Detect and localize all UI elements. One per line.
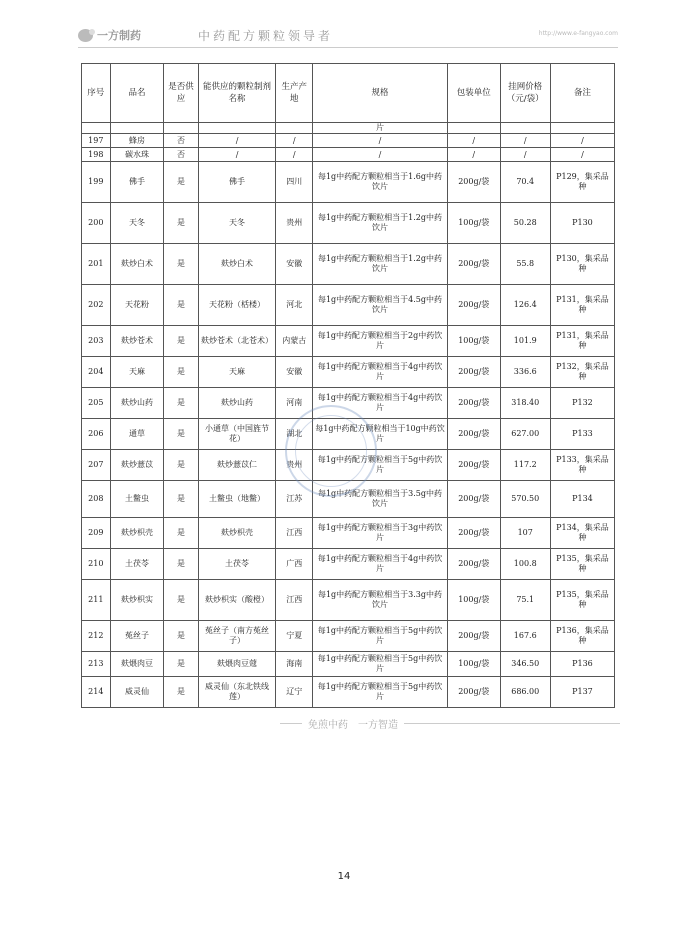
table-cell-note: P136 [550, 652, 614, 677]
table-cell-supply: 是 [164, 677, 198, 708]
column-header: 序号 [82, 64, 111, 123]
table-cell-spec: 每1g中药配方颗粒相当于1.2g中药饮片 [313, 203, 448, 244]
header-title: 中药配方颗粒领导者 [198, 29, 334, 43]
table-cell-note: P131，集采品种 [550, 285, 614, 326]
table-row [82, 677, 615, 708]
column-header: 能供应的颗粒制剂名称 [198, 64, 276, 123]
table-cell-name: 通草 [110, 419, 164, 450]
table-cell-spec: 每1g中药配方颗粒相当于3.5g中药饮片 [313, 481, 448, 518]
table-cell-price: 336.6 [500, 357, 550, 388]
table-row [82, 285, 615, 326]
header-divider [78, 47, 618, 48]
table-cell-price: 107 [500, 518, 550, 549]
table-cell-price: 570.50 [500, 481, 550, 518]
table-cell-supply: 是 [164, 652, 198, 677]
table-cell-name: 麸炒薏苡 [110, 450, 164, 481]
table-cell-name: 土茯苓 [110, 549, 164, 580]
table-cell-pack: 100g/袋 [447, 652, 500, 677]
table-cell-price: 686.00 [500, 677, 550, 708]
table-cell-name: 威灵仙 [110, 677, 164, 708]
table-cell-no: 205 [82, 388, 111, 419]
table-cell-pack: / [447, 134, 500, 148]
table-cell-note: P134，集采品种 [550, 518, 614, 549]
table-cell-pack: 100g/袋 [447, 326, 500, 357]
table-subheader-row [82, 123, 615, 134]
footer-motto [280, 716, 620, 730]
footer-divider [404, 723, 620, 724]
column-header: 备注 [550, 64, 614, 123]
table-cell-price: 627.00 [500, 419, 550, 450]
table-cell-product: 麸炒枳实（酸橙） [198, 580, 276, 621]
column-header: 挂网价格（元/袋） [500, 64, 550, 123]
table-cell-product: 土茯苓 [198, 549, 276, 580]
table-cell-name: 麸炒白术 [110, 244, 164, 285]
table-row [82, 134, 615, 148]
table-cell-origin: 海南 [276, 652, 313, 677]
table-cell-spec: 每1g中药配方颗粒相当于1.2g中药饮片 [313, 244, 448, 285]
table-cell-price: 70.4 [500, 162, 550, 203]
table-cell-origin: 广西 [276, 549, 313, 580]
table-cell-no: 207 [82, 450, 111, 481]
footer-divider [280, 723, 302, 724]
table-cell-note: P134 [550, 481, 614, 518]
table-cell: 片 [313, 123, 448, 134]
table-cell-name: 麸炒山药 [110, 388, 164, 419]
table-cell-price: 117.2 [500, 450, 550, 481]
table-row [82, 162, 615, 203]
table-cell-no: 199 [82, 162, 111, 203]
table-cell [276, 123, 313, 134]
column-header: 包装单位 [447, 64, 500, 123]
table-cell-product: 麸炒薏苡仁 [198, 450, 276, 481]
table-cell-product: / [198, 134, 276, 148]
table-cell-price: 346.50 [500, 652, 550, 677]
table-cell-note: P132 [550, 388, 614, 419]
table-cell-pack: 200g/袋 [447, 419, 500, 450]
table-cell-spec: 每1g中药配方颗粒相当于5g中药饮片 [313, 652, 448, 677]
table-cell-name: 麸炒枳实 [110, 580, 164, 621]
table-row [82, 357, 615, 388]
table-cell-origin: 江苏 [276, 481, 313, 518]
table-cell-note: P132，集采品种 [550, 357, 614, 388]
table-cell-pack: 100g/袋 [447, 580, 500, 621]
table-cell-supply: 是 [164, 244, 198, 285]
table-cell-origin: 河南 [276, 388, 313, 419]
table-cell-product: 土鳖虫（地鳖） [198, 481, 276, 518]
table-cell-no: 201 [82, 244, 111, 285]
table-row [82, 419, 615, 450]
column-header: 规格 [313, 64, 448, 123]
table-cell-supply: 否 [164, 148, 198, 162]
table-cell-spec: 每1g中药配方颗粒相当于4g中药饮片 [313, 388, 448, 419]
table-cell-origin: 贵州 [276, 450, 313, 481]
table-cell-price: 318.40 [500, 388, 550, 419]
table-cell-no: 203 [82, 326, 111, 357]
table-cell-product: / [198, 148, 276, 162]
table-row [82, 580, 615, 621]
table-cell-origin: / [276, 134, 313, 148]
table-cell-spec: 每1g中药配方颗粒相当于3g中药饮片 [313, 518, 448, 549]
table-cell-supply: 否 [164, 134, 198, 148]
table-row [82, 244, 615, 285]
table-cell-note: P129，集采品种 [550, 162, 614, 203]
table-cell-price: 101.9 [500, 326, 550, 357]
table-cell-note: P137 [550, 677, 614, 708]
table-header-row [82, 64, 615, 123]
table-cell-supply: 是 [164, 621, 198, 652]
table-cell-product: 麸炒白术 [198, 244, 276, 285]
table-cell-product: 佛手 [198, 162, 276, 203]
table-cell-pack: 200g/袋 [447, 388, 500, 419]
column-header: 品名 [110, 64, 164, 123]
table-cell-price: 75.1 [500, 580, 550, 621]
table-cell-supply: 是 [164, 357, 198, 388]
page-header [78, 26, 618, 46]
table-cell [164, 123, 198, 134]
table-cell-spec: 每1g中药配方颗粒相当于4g中药饮片 [313, 357, 448, 388]
table-row [82, 621, 615, 652]
table-cell [447, 123, 500, 134]
table-cell-origin: 安徽 [276, 244, 313, 285]
table-cell-name: 麸炒枳壳 [110, 518, 164, 549]
table-cell-spec: 每1g中药配方颗粒相当于5g中药饮片 [313, 450, 448, 481]
table-cell-price: 55.8 [500, 244, 550, 285]
table-cell-supply: 是 [164, 419, 198, 450]
table-cell-price: 126.4 [500, 285, 550, 326]
table-cell-spec: 每1g中药配方颗粒相当于3.3g中药饮片 [313, 580, 448, 621]
table-cell-pack: 200g/袋 [447, 450, 500, 481]
table-cell-origin: 宁夏 [276, 621, 313, 652]
table-cell-origin: 安徽 [276, 357, 313, 388]
table-cell-no: 214 [82, 677, 111, 708]
table-cell-pack: 100g/袋 [447, 203, 500, 244]
table-row [82, 518, 615, 549]
table-cell-no: 209 [82, 518, 111, 549]
table-cell-pack: 200g/袋 [447, 677, 500, 708]
table-cell-spec: / [313, 134, 448, 148]
table-cell-origin: 辽宁 [276, 677, 313, 708]
table-cell-no: 197 [82, 134, 111, 148]
table-cell-product: 天麻 [198, 357, 276, 388]
table-cell-no: 200 [82, 203, 111, 244]
table-cell-spec: 每1g中药配方颗粒相当于2g中药饮片 [313, 326, 448, 357]
table-cell-price: / [500, 148, 550, 162]
table-cell [500, 123, 550, 134]
table-cell-no: 198 [82, 148, 111, 162]
table-cell-no: 204 [82, 357, 111, 388]
product-table [81, 63, 615, 708]
table-cell-pack: 200g/袋 [447, 518, 500, 549]
table-row [82, 481, 615, 518]
table-cell-product: 麸炒苍术（北苍术） [198, 326, 276, 357]
table-cell-name: 天冬 [110, 203, 164, 244]
table-cell-name: 蜂房 [110, 134, 164, 148]
table-cell-pack: 200g/袋 [447, 481, 500, 518]
table-cell-pack: 200g/袋 [447, 162, 500, 203]
table-cell-pack: / [447, 148, 500, 162]
table-cell-no: 206 [82, 419, 111, 450]
table-cell-product: 威灵仙（东北铁线莲） [198, 677, 276, 708]
table-cell-spec: 每1g中药配方颗粒相当于4.5g中药饮片 [313, 285, 448, 326]
table-row [82, 326, 615, 357]
table-cell-note: P130，集采品种 [550, 244, 614, 285]
table-cell-product: 天冬 [198, 203, 276, 244]
table-cell-supply: 是 [164, 326, 198, 357]
table-cell-note: P133 [550, 419, 614, 450]
table-cell-note: P135，集采品种 [550, 549, 614, 580]
table-cell-note: P136，集采品种 [550, 621, 614, 652]
table-cell-origin: 贵州 [276, 203, 313, 244]
table-cell-origin: 内蒙古 [276, 326, 313, 357]
table-cell [198, 123, 276, 134]
table-cell-origin: 河北 [276, 285, 313, 326]
table-cell-name: 麸煨肉豆 [110, 652, 164, 677]
table-cell-supply: 是 [164, 450, 198, 481]
table-cell-price: 50.28 [500, 203, 550, 244]
table-cell-price: 167.6 [500, 621, 550, 652]
table-cell-supply: 是 [164, 285, 198, 326]
table-cell-pack: 200g/袋 [447, 621, 500, 652]
company-logo [78, 26, 141, 44]
table-cell-name: 天麻 [110, 357, 164, 388]
table-cell-supply: 是 [164, 481, 198, 518]
table-cell-name: 土鳖虫 [110, 481, 164, 518]
column-header: 生产产地 [276, 64, 313, 123]
table-cell [82, 123, 111, 134]
table-cell-spec: 每1g中药配方颗粒相当于4g中药饮片 [313, 549, 448, 580]
table-cell-no: 213 [82, 652, 111, 677]
table-cell-supply: 是 [164, 580, 198, 621]
table-cell-product: 菟丝子（南方菟丝子） [198, 621, 276, 652]
table-cell-supply: 是 [164, 388, 198, 419]
table-row [82, 148, 615, 162]
table-cell-price: / [500, 134, 550, 148]
table-cell-product: 天花粉（栝楼） [198, 285, 276, 326]
table-cell-product: 麸炒枳壳 [198, 518, 276, 549]
table-cell-note: P135，集采品种 [550, 580, 614, 621]
table-cell-pack: 200g/袋 [447, 549, 500, 580]
table-cell-name: 天花粉 [110, 285, 164, 326]
table-cell-supply: 是 [164, 518, 198, 549]
table-cell-origin: 江西 [276, 518, 313, 549]
table-cell-origin: 江西 [276, 580, 313, 621]
column-header: 是否供应 [164, 64, 198, 123]
table-cell-spec: 每1g中药配方颗粒相当于10g中药饮片 [313, 419, 448, 450]
table-cell-supply: 是 [164, 549, 198, 580]
footer-motto-text: 免煎中药 一方智造 [308, 719, 398, 731]
table-cell-note: / [550, 148, 614, 162]
table-cell-pack: 200g/袋 [447, 244, 500, 285]
table-cell-name: 佛手 [110, 162, 164, 203]
table-cell-pack: 200g/袋 [447, 285, 500, 326]
page-number: 14 [337, 871, 351, 882]
table-cell-spec: 每1g中药配方颗粒相当于1.6g中药饮片 [313, 162, 448, 203]
table-cell-no: 202 [82, 285, 111, 326]
table-cell-note: / [550, 134, 614, 148]
logo-text: 一方制药 [97, 29, 141, 42]
table-row [82, 203, 615, 244]
table-cell-supply: 是 [164, 203, 198, 244]
table-row [82, 450, 615, 481]
table-cell-name: 碳水珠 [110, 148, 164, 162]
logo-icon [78, 29, 93, 42]
table-cell-no: 208 [82, 481, 111, 518]
table-cell-origin: 湖北 [276, 419, 313, 450]
table-cell-note: P133，集采品种 [550, 450, 614, 481]
table-cell-no: 211 [82, 580, 111, 621]
table-cell-product: 小通草（中国旌节花） [198, 419, 276, 450]
table-cell-no: 212 [82, 621, 111, 652]
table-cell-product: 麸炒山药 [198, 388, 276, 419]
table-cell-note: P131，集采品种 [550, 326, 614, 357]
table-cell-price: 100.8 [500, 549, 550, 580]
header-url: http://www.e-fangyao.com [538, 30, 618, 37]
table-cell-spec: 每1g中药配方颗粒相当于5g中药饮片 [313, 677, 448, 708]
table-cell-product: 麸煨肉豆蔻 [198, 652, 276, 677]
table-cell-origin: / [276, 148, 313, 162]
table-cell-name: 菟丝子 [110, 621, 164, 652]
table-row [82, 549, 615, 580]
table-cell-spec: / [313, 148, 448, 162]
table-cell [550, 123, 614, 134]
table-cell [110, 123, 164, 134]
table-cell-pack: 200g/袋 [447, 357, 500, 388]
table-cell-note: P130 [550, 203, 614, 244]
table-row [82, 652, 615, 677]
table-row [82, 388, 615, 419]
table-cell-supply: 是 [164, 162, 198, 203]
table-cell-spec: 每1g中药配方颗粒相当于5g中药饮片 [313, 621, 448, 652]
table-cell-name: 麸炒苍术 [110, 326, 164, 357]
table-cell-origin: 四川 [276, 162, 313, 203]
table-cell-no: 210 [82, 549, 111, 580]
